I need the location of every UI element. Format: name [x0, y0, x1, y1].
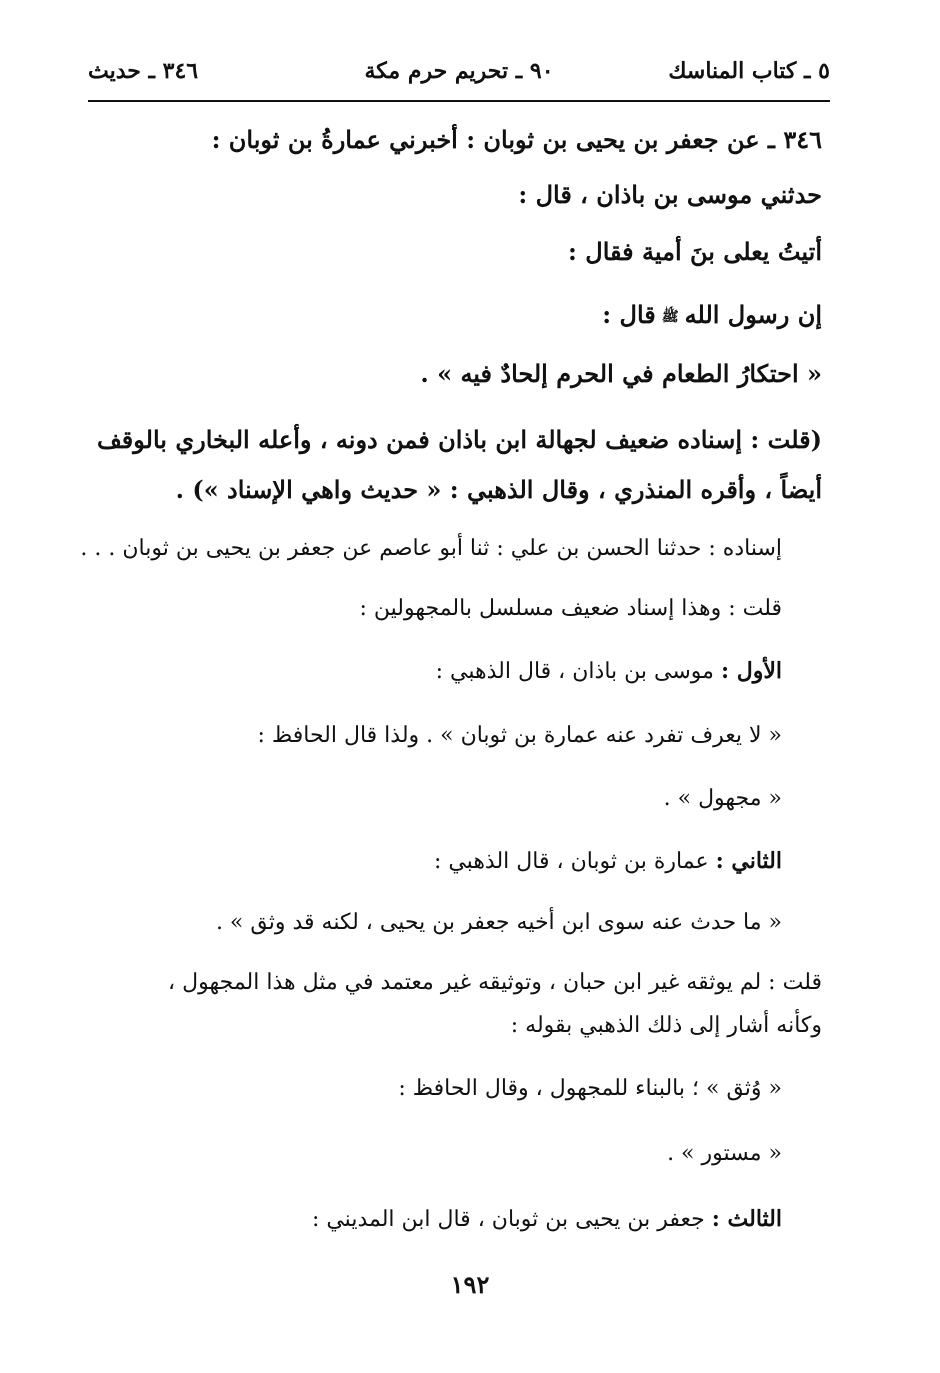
mastur-line: « مستور » .: [667, 1141, 782, 1166]
commentary-1-line-2: أيضاً ، وأقره المنذري ، وقال الذهبي : « حديث واهي الإسناد ») .: [175, 475, 822, 504]
narrator-first-text: موسى بن باذان ، قال الذهبي :: [435, 659, 714, 684]
salutation-glyph: ﷺ: [661, 308, 679, 325]
narrator-second: [434, 850, 782, 873]
header-chapter-title: ٩٠ ـ تحريم حرم مكة: [364, 58, 554, 84]
commentary-3-line-2: وكأنه أشار إلى ذلك الذهبي بقوله :: [510, 1013, 822, 1038]
commentary-3-line-1: قلت : لم يوثقه غير ابن حبان ، وتوثيقه غير معتمد في مثل هذا المجهول ،: [168, 970, 822, 995]
hadith-text-line-2: [602, 300, 822, 329]
hadith-chain-line-1: ٣٤٦ ـ عن جعفر بن يحيى بن ثوبان : أخبرني عمارةُ بن ثوبان :: [211, 125, 822, 154]
running-header: [88, 58, 830, 98]
narrator-first-hafiz: « مجهول » .: [663, 786, 782, 811]
hadith-text-line-1: أتيتُ يعلى بنَ أمية فقال :: [568, 237, 822, 266]
isnad-line: إسناده : حدثنا الحسن بن علي : ثنا أبو عاصم عن جعفر بن يحيى بن ثوبان . . .: [80, 536, 782, 561]
hadith-text-part-a: إن رسول الله: [684, 300, 822, 329]
narrator-first: [436, 660, 782, 683]
narrator-first-quote: « لا يعرف تفرد عنه عمارة بن ثوبان » . ولذا قال الحافظ :: [257, 723, 782, 748]
hadith-quote: « احتكارُ الطعام في الحرم إلحادٌ فيه » .: [420, 359, 822, 388]
page-number: ١٩٢: [450, 1270, 490, 1299]
commentary-1-line-1: (قلت : إسناده ضعيف لجهالة ابن باذان فمن دونه ، وأعله البخاري بالوقف: [96, 425, 822, 454]
hadith-chain-line-2: حدثني موسى بن باذان ، قال :: [518, 180, 822, 209]
header-book-title: ٥ ـ كتاب المناسك: [668, 58, 830, 84]
hadith-text-part-b: قال :: [602, 300, 656, 329]
narrator-second-quote: « ما حدث عنه سوى ابن أخيه جعفر بن يحيى ، لكنه قد وثق » .: [215, 910, 782, 935]
narrator-third-label: الثالث :: [711, 1206, 782, 1232]
narrator-second-text: عمارة بن ثوبان ، قال الذهبي :: [433, 849, 709, 874]
narrator-second-label: الثاني :: [715, 848, 782, 874]
commentary-2: قلت : وهذا إسناد ضعيف مسلسل بالمجهولين :: [359, 596, 782, 621]
wuthiq-line: « وُثق » ؛ بالبناء للمجهول ، وقال الحافظ :: [398, 1076, 782, 1101]
header-hadith-ref: ٣٤٦ ـ حديث: [88, 58, 199, 84]
header-rule: [88, 100, 830, 102]
narrator-third: [312, 1208, 782, 1231]
narrator-first-label: الأول :: [720, 658, 782, 684]
narrator-third-text: جعفر بن يحيى بن ثوبان ، قال ابن المديني :: [311, 1207, 705, 1232]
